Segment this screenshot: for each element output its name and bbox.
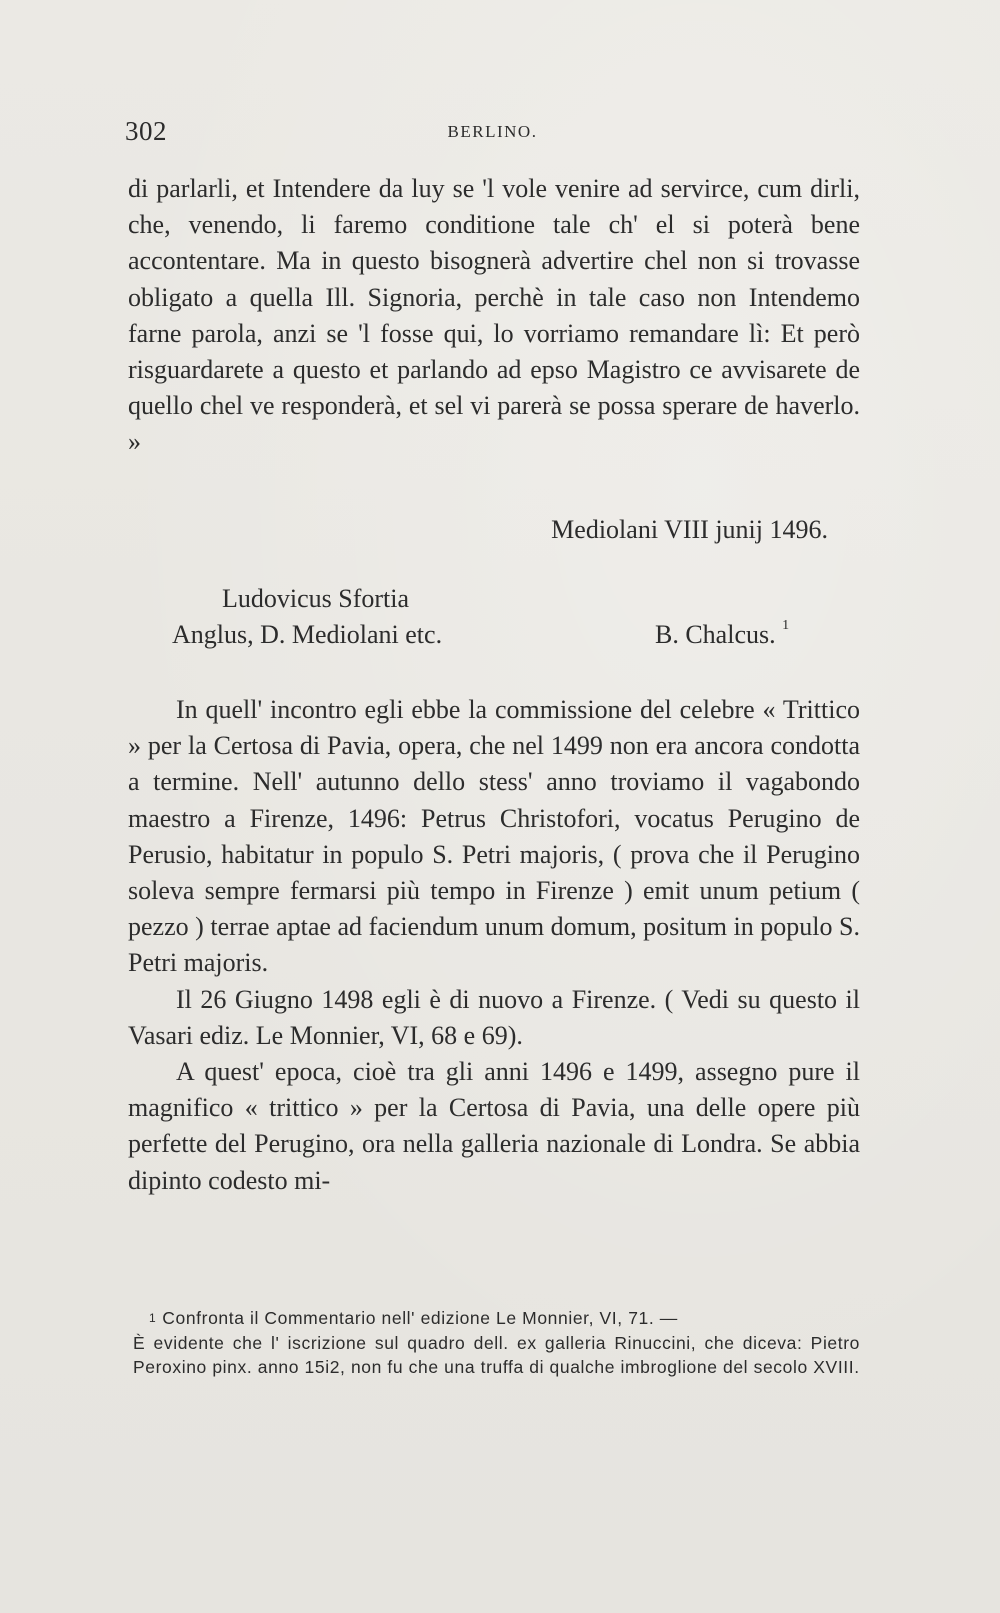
letter-paragraph: di parlarli, et Intendere da luy se 'l vole venire ad servirce, cum dirli, che, venendo, li faremo conditione tale ch' el si poterà bene accontentare. Ma in questo bisognerà advertire chel non si trovasse obligato a quella Ill. Signoria, perchè in tale caso non Intendemo farne parola, anzi se 'l fosse qui, lo vorriamo remandare lì: Et però risguardarete a questo et parlando ad epso Magistro ce avvisarete de quello chel ve responderà, et sel vi parerà se possa sperare de haverlo. » (128, 174, 860, 457)
paragraph: A quest' epoca, cioè tra gli anni 1496 e 1499, assegno pure il magnifico « trittico » per la Certosa di Pavia, una delle opere più perfette del Perugino, ora nella galleria nazionale di Londra. Se abbia dipinto codesto mi- (128, 1057, 860, 1195)
footnote-line (133, 1306, 860, 1331)
signature-name: Ludovicus Sfortia (222, 584, 410, 613)
secretary-name: B. Chalcus. (655, 620, 776, 649)
page-number: 302 (125, 116, 167, 146)
letter-dateline: Mediolani VIII junij 1496. (551, 515, 828, 544)
signature-title: Anglus, D. Mediolani etc. (172, 620, 443, 649)
footnote (133, 1306, 860, 1380)
signature-secretary (655, 620, 789, 650)
page-header (125, 116, 860, 156)
paragraph: Il 26 Giugno 1498 egli è di nuovo a Firenze. ( Vedi su questo il Vasari ediz. Le Monnier, VI, 68 e 69). (128, 984, 860, 1050)
main-text (128, 692, 860, 1199)
running-title: BERLINO. (447, 122, 538, 141)
footnote-marker: 1 (149, 1311, 157, 1325)
paragraph: In quell' incontro egli ebbe la commissione del celebre « Trittico » per la Certosa di Pavia, opera, che nel 1499 non era ancora condotta a termine. Nell' autunno dello stess' anno troviamo il vagabondo maestro a Firenze, 1496: Petrus Christofori, vocatus Perugino de Perusio, habitatur in populo S. Petri majoris, ( prova che il Perugino soleva sempre fermarsi più tempo in Firenze ) emit unum petium ( pezzo ) terrae aptae ad faciendum unum domum, positum in populo S. Petri majoris. (128, 695, 860, 978)
footnote-text-1: Confronta il Commentario nell' edizione Le Monnier, VI, 71. — (162, 1308, 678, 1328)
footnote-text-2: È evidente che l' iscrizione sul quadro dell. ex galleria Rinuccini, che diceva: Pietro Peroxino pinx. anno 15i2, non fu che una truffa di qualche imbroglione del secolo XVIII. (133, 1332, 860, 1377)
footnote-reference: 1 (782, 618, 790, 633)
letter-text (128, 171, 860, 461)
